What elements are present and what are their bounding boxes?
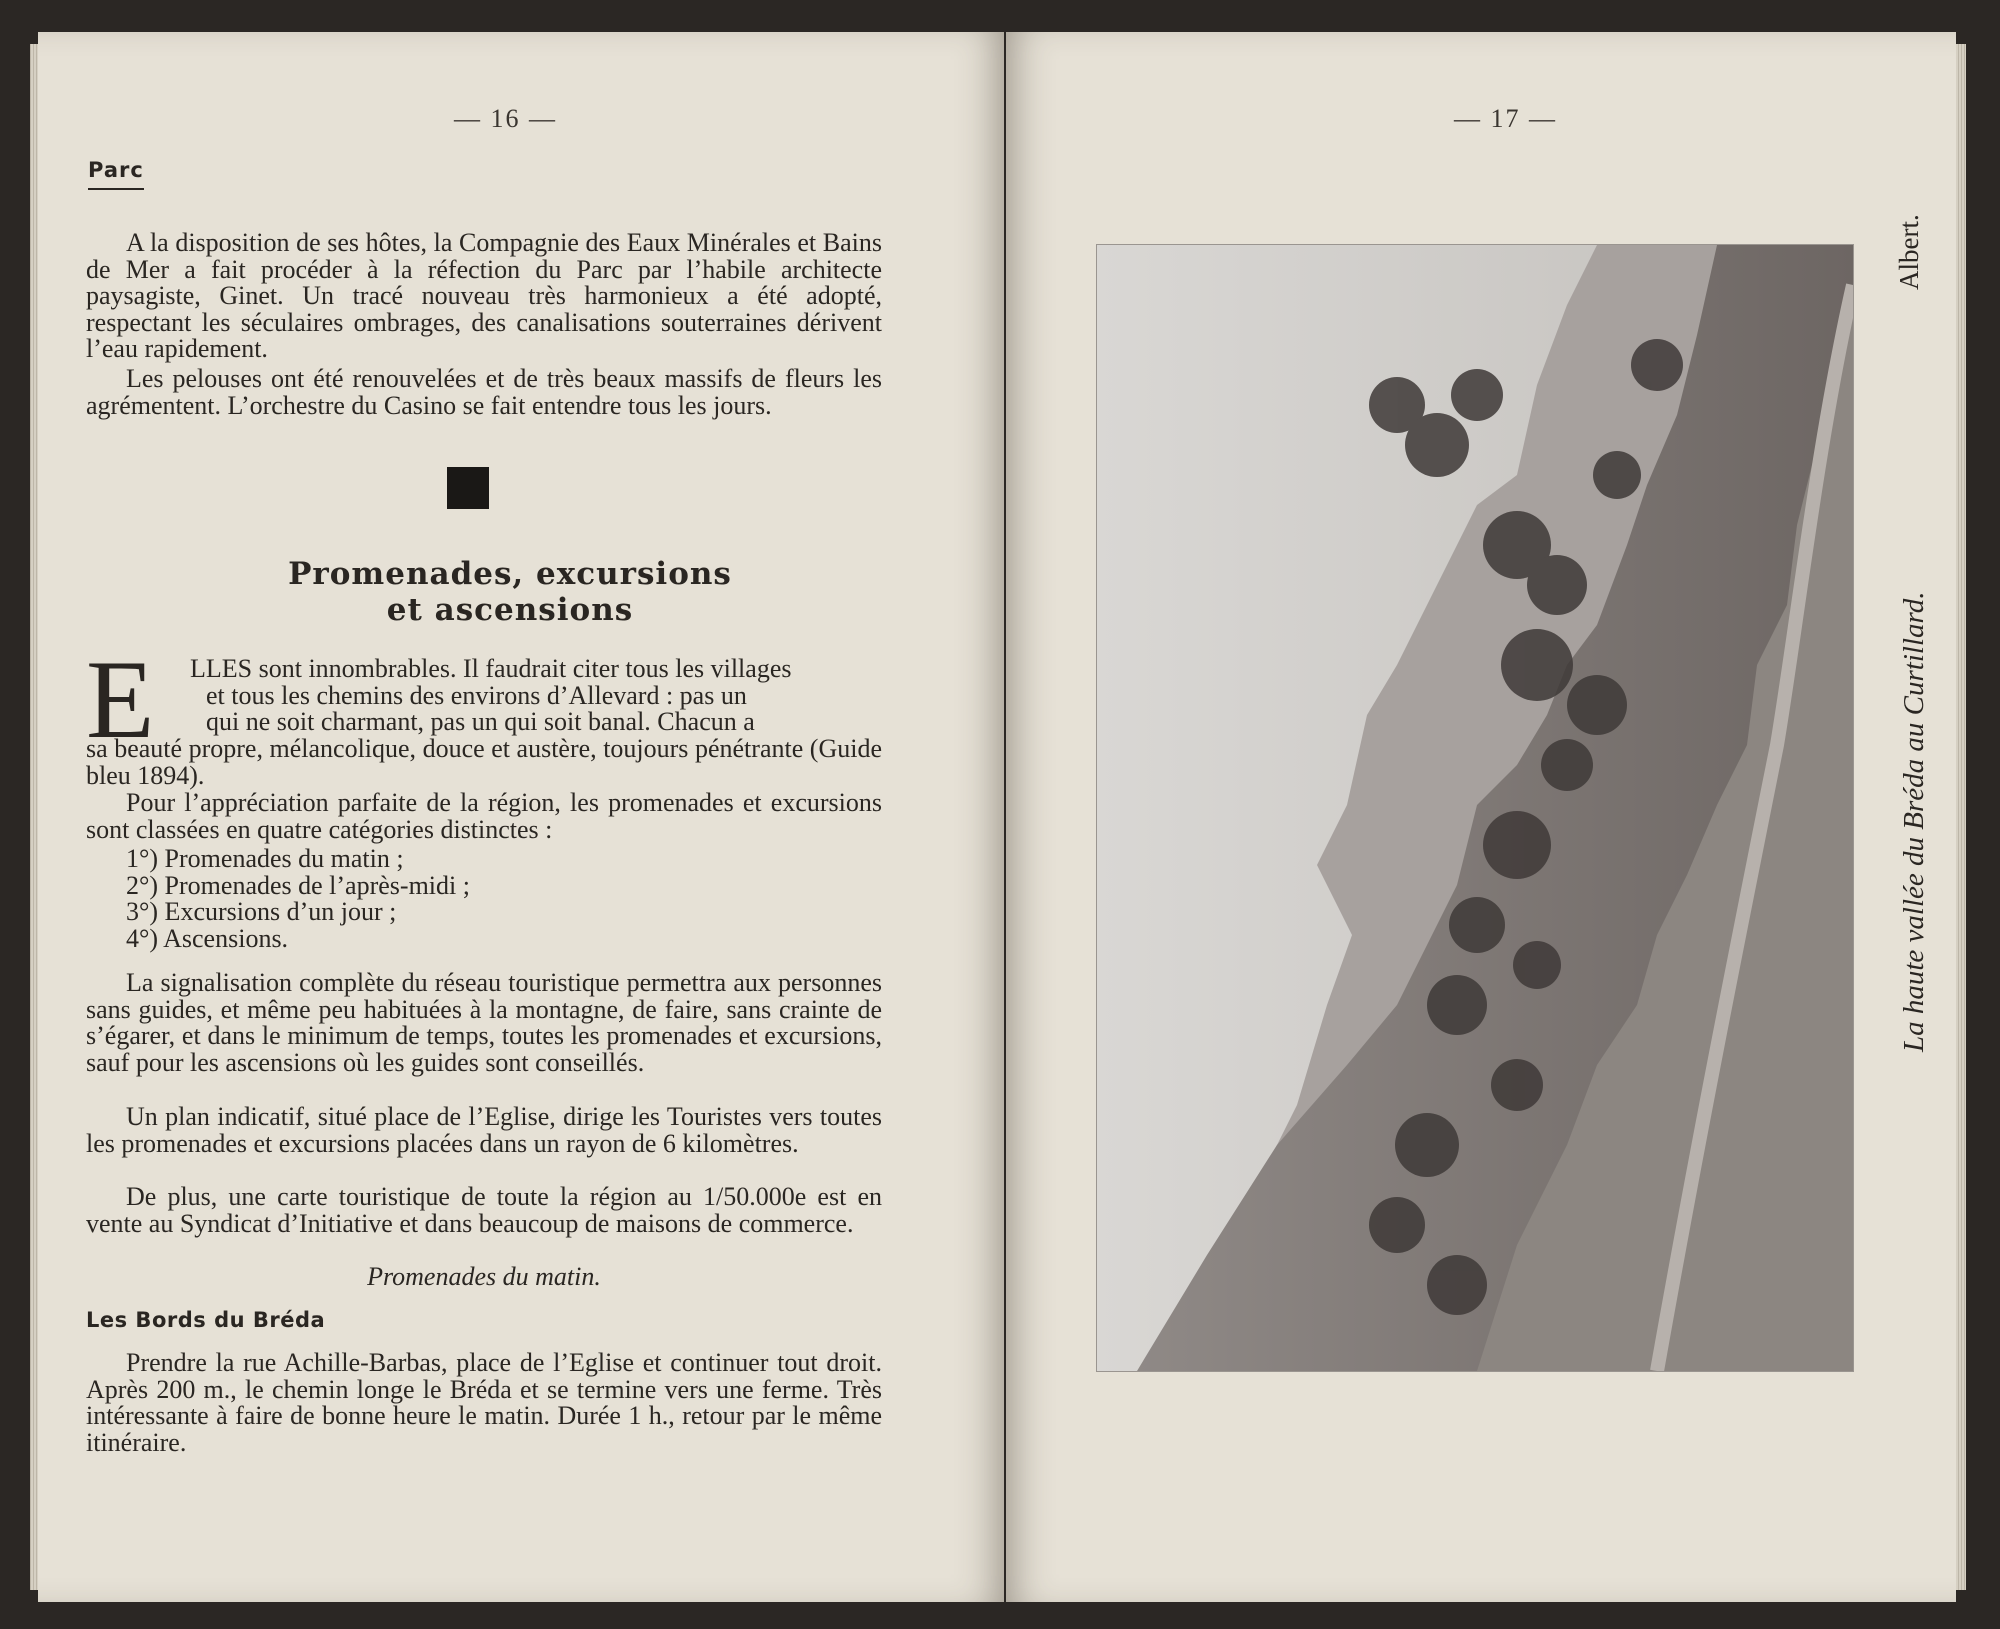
ornament-square	[447, 467, 489, 509]
parc-paragraph-1: A la disposition de ses hôtes, la Compagnie des Eaux Minérales et Bains de Mer a fait procéder à la réfection du Parc par l’habile architecte paysagiste, Ginet. Un tracé nouveau très harmonieux a été adopté, respectant les séculaires ombrages, des canalisations souterraines dérivent l’eau rapidement.	[86, 228, 882, 363]
photo-credit-text: Albert.	[1894, 214, 1924, 290]
intro-line-3: qui ne soit charmant, pas un qui soit banal. Chacun a	[206, 707, 755, 736]
matin-subtitle: Promenades du matin.	[367, 1262, 601, 1291]
list-item: 2°) Promenades de l’après-midi ;	[126, 870, 470, 900]
left-page-edge	[30, 44, 38, 1590]
parc-paragraph-2: Les pelouses ont été renouvelées et de très beaux massifs de fleurs les agrémentent. L’orchestre du Casino se fait entendre tous les jours.	[86, 364, 882, 420]
breda-paragraph: Prendre la rue Achille-Barbas, place de l’Eglise et continuer tout droit. Après 200 m., le chemin longe le Bréda et se termine vers une ferme. Très intéressante à faire de bonne heure le matin. Durée 1 h., retour par le même itinéraire.	[86, 1348, 882, 1457]
list-item: 1°) Promenades du matin ;	[126, 844, 404, 873]
plan-paragraph: Un plan indicatif, situé place de l’Eglise, dirige les Touristes vers toutes les promenades et excursions placées dans un rayon de 6 kilomètres.	[86, 1102, 882, 1158]
section-title-line-1: Promenades, excursions	[288, 556, 732, 592]
breda-heading: Les Bords du Bréda	[86, 1308, 326, 1332]
parc-heading: Parc	[88, 158, 144, 190]
section-title	[180, 556, 840, 628]
left-folio: — 16 —	[454, 104, 557, 133]
intro-line-1: LLES sont innombrables. Il faudrait citer tous les villages	[190, 654, 792, 683]
valley-photograph	[1096, 244, 1854, 1372]
dropcap-letter: E	[86, 638, 155, 762]
intro-rest: sa beauté propre, mélancolique, douce et austère, toujours pénétrante (Guide bleu 1894).	[86, 734, 882, 790]
list-item: 4°) Ascensions.	[126, 923, 289, 953]
signalisation-paragraph: La signalisation complète du réseau touristique permettra aux personnes sans guides, et même peu habituées à la montagne, de faire, sans crainte de s’égarer, et dans le minimum de temps, toutes les promenades et excursions, sauf pour les ascensions où les guides sont conseillés.	[86, 968, 882, 1077]
photo-caption-text: La haute vallée du Bréda au Curtillard.	[1898, 591, 1930, 1052]
section-title-line-2: et ascensions	[386, 592, 634, 628]
classification-paragraph: Pour l’appréciation parfaite de la région, les promenades et excursions sont classées en quatre catégories distinctes :	[86, 788, 882, 844]
right-page-edge	[1956, 44, 1966, 1590]
intro-first-lines	[190, 656, 882, 736]
valley-photo-image	[1097, 245, 1853, 1371]
intro-line-2: et tous les chemins des environs d’Allevard : pas un	[206, 680, 747, 710]
categories-list	[126, 846, 886, 952]
right-folio: — 17 —	[1454, 104, 1557, 133]
carte-paragraph: De plus, une carte touristique de toute la région au 1/50.000e est en vente au Syndicat d’Initiative et dans beaucoup de maisons de commerce.	[86, 1182, 882, 1238]
list-item: 3°) Excursions d’un jour ;	[126, 897, 397, 926]
